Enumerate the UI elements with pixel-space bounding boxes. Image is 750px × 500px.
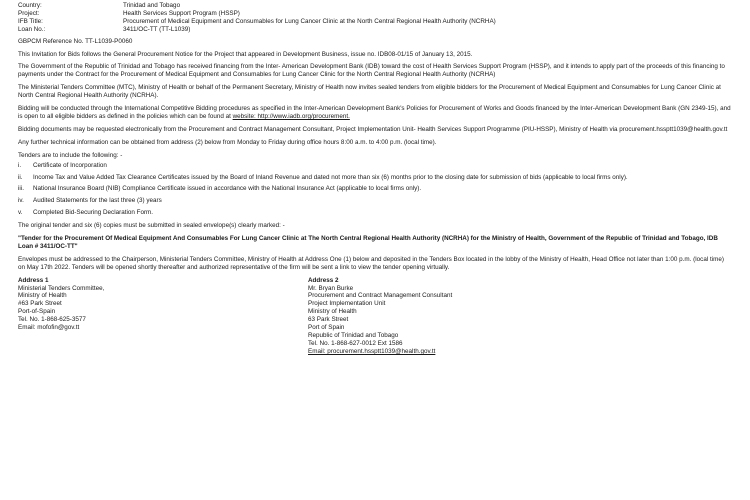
address-line: Ministry of Health (18, 292, 67, 300)
field-label: Project: (18, 9, 40, 17)
paragraph-bidding-procedure (18, 105, 732, 121)
item-text: National Insurance Board (NIB) Compliance Certificate issued in accordance with the National Insurance Act (applicable to local firms only). (33, 185, 422, 193)
reference-number: GBPCM Reference No. TT-L1039-P0060 (18, 37, 133, 45)
item-number: ii. (18, 173, 23, 181)
field-value: Trinidad and Tobago (123, 2, 181, 9)
address-email: Email: mofofin@gov.tt (18, 324, 80, 332)
field-country (18, 2, 732, 10)
field-label: Loan No.: (18, 25, 46, 33)
paragraph-invitation: The Ministerial Tenders Committee (MTC), Ministry of Health or behalf of the Permanent Secretary, Ministry of Health now invites sealed tenders from eligible bidders for the Procurement of Medical Equipment and Consumables for Lung Cancer Clinic at North Central Regional Health Authority (NCRHA). (18, 84, 721, 100)
address-line: Ministerial Tenders Committee, (18, 284, 105, 292)
paragraph-gpn: This Invitation for Bids follows the General Procurement Notice for the Project that appeared in Development Business, issue no. IDB08-01/15 of January 13, 2015. (18, 50, 473, 58)
item-number: v. (18, 209, 23, 217)
field-label: IFB Title: (18, 17, 43, 25)
address-1 (18, 277, 308, 356)
list-item (18, 197, 732, 205)
address-heading: Address 2 (308, 276, 339, 284)
address-line: 63 Park Street (308, 316, 349, 324)
paragraph-bidding-documents: Bidding documents may be requested electronically from the Procurement and Contract Management Consultant, Project Implementation Unit- Health Services Support Programme (PIU-HSSP), Ministry of Health via procurement.hssptt1039@health.gov.tt (18, 125, 728, 133)
requirements-list (18, 162, 732, 218)
addresses (18, 277, 732, 356)
list-item (18, 185, 732, 193)
bidding-procedure-text: Bidding will be conducted through the International Competitive Bidding procedures as specified in the Inter-American Development Bank's Policies for Procurement of Works and Goods financed by the Inter-American Development Bank (GN 2349-15), and is open to all eligible bidders as defined in the policies which can be found at (18, 105, 731, 120)
paragraph-submission: The original tender and six (6) copies must be submitted in sealed envelope(s) clearly marked: - (18, 222, 285, 230)
field-label: Country: (18, 2, 42, 9)
address-line: Project Implementation Unit (308, 300, 386, 308)
field-value: Procurement of Medical Equipment and Consumables for Lung Cancer Clinic at the North Central Regional Health Authority (NCRHA) (123, 17, 496, 25)
paragraph-deadline: Envelopes must be addressed to the Chairperson, Ministerial Tenders Committee, Ministry of Health at Address One (1) below and deposited in the Tenders Box located in the lobby of the Ministry of Health, Head Office not later than 1:00 p.m. (local time) on May 17th 2022. Tenders will be opened shortly thereafter and authorized representative of the firm will be sent a link to view the tender opening virtually. (18, 255, 724, 271)
header-fields (18, 2, 732, 34)
address-line: Port of Spain (308, 324, 345, 332)
item-text: Income Tax and Value Added Tax Clearance Certificates issued by the Board of Inland Revenue and dated not more than six (6) months prior to the closing date for submission of bids (applicable to local firms only). (33, 173, 628, 181)
address-line: Port-of-Spain (18, 308, 56, 316)
procurement-website-link[interactable]: website: http://www.iadb.org/procurement. (232, 112, 350, 120)
field-loan-no (18, 26, 732, 34)
paragraph-technical-info: Any further technical information can be obtained from address (2) below from Monday to Friday during office hours 8:00 a.m. to 4:00 p.m. (local time). (18, 138, 437, 146)
list-item (18, 174, 732, 182)
address-heading: Address 1 (18, 276, 49, 284)
address-line: #63 Park Street (18, 300, 62, 308)
item-number: i. (18, 161, 22, 169)
address-line: Ministry of Health (308, 308, 357, 316)
item-text: Certificate of Incorporation (33, 161, 107, 169)
field-ifb-title (18, 18, 732, 26)
list-item (18, 162, 732, 170)
address-2 (308, 277, 608, 356)
address-email[interactable]: Email: procurement.hssptt1039@health.gov.tt (308, 347, 436, 355)
address-phone: Tel. No. 1-868-625-3577 (18, 316, 86, 324)
item-text: Audited Statements for the last three (3) years (33, 197, 162, 205)
item-number: iii. (18, 185, 24, 193)
field-value: Health Services Support Program (HSSP) (123, 9, 240, 17)
field-value: 3411/OC-TT (TT-L1039) (123, 25, 191, 33)
field-project (18, 10, 732, 18)
address-phone: Tel. No. 1-868-627-0012 Ext 1586 (308, 339, 403, 347)
item-text: Completed Bid-Securing Declaration Form. (33, 209, 154, 217)
item-number: iv. (18, 197, 24, 205)
address-line: Republic of Trinidad and Tobago (308, 332, 399, 339)
address-line: Procurement and Contract Management Consultant (308, 292, 453, 300)
address-line: Mr. Bryan Burke (308, 284, 354, 292)
list-item (18, 209, 732, 217)
tenders-intro: Tenders are to include the following: - (18, 151, 123, 159)
paragraph-financing: The Government of the Republic of Trinidad and Tobago has received financing from the Inter- American Development Bank (IDB) toward the cost of Health Services Support Program (HSSP), and it intends to apply part of the proceeds of this financing to payments under the Contract for the Procurement of Medical Equipment and Consumables for Lung Cancer Clinic for the North Central Regional Health Authority (NCRHA) (18, 63, 725, 79)
envelope-marking: "Tender for the Procurement Of Medical Equipment And Consumables For Lung Cancer Clinic at The North Central Regional Health Authority (NCRHA) for the Ministry of Health, Government of the Republic of Trinidad and Tobago, IDB Loan # 3411/OC-TT" (18, 235, 718, 250)
